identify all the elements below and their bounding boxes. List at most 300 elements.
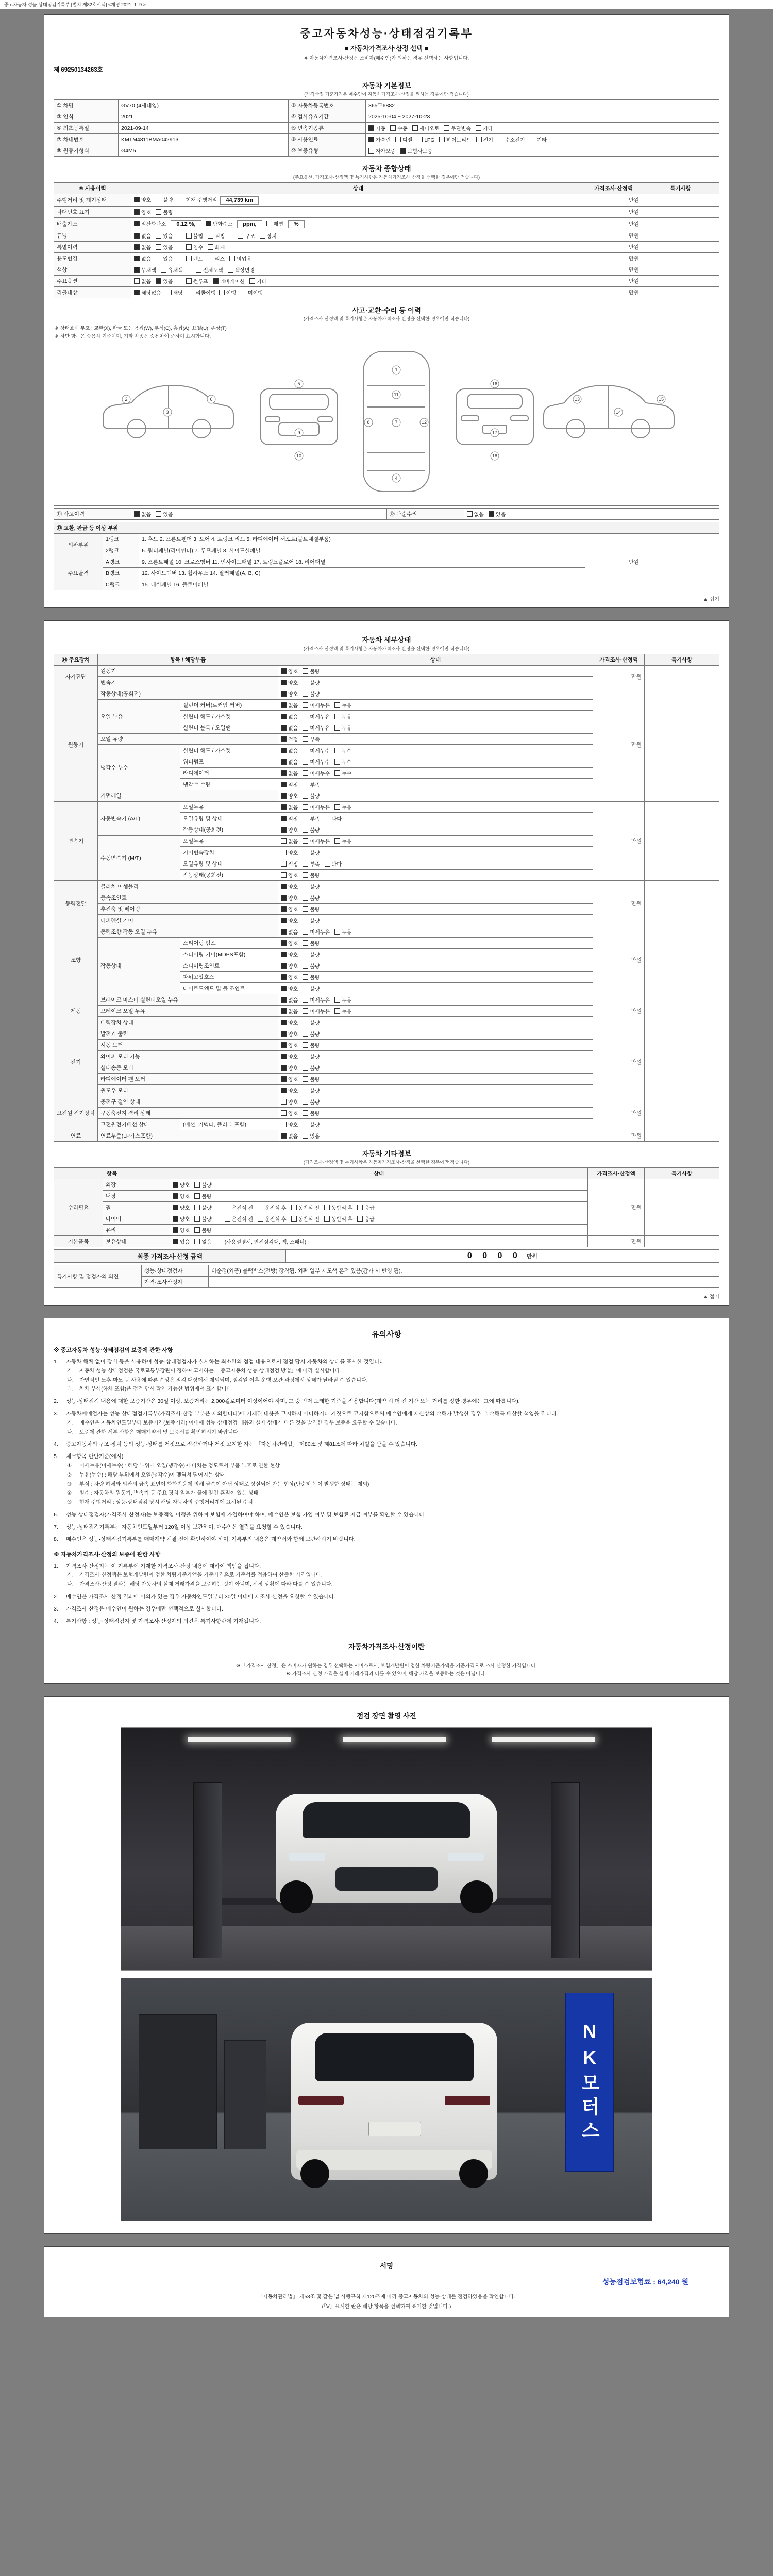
checkbox xyxy=(303,895,308,901)
cell-status xyxy=(278,790,593,802)
checkbox-option xyxy=(303,871,320,879)
cell-usage: 차대번호 표기 xyxy=(54,207,131,218)
checkbox-label: 양호 xyxy=(288,1077,298,1083)
checkbox-label: 불량 xyxy=(310,907,320,913)
cell-price: 만원 xyxy=(593,926,645,994)
cell-item: 윈도우 모터 xyxy=(98,1085,278,1096)
cell-note xyxy=(645,802,719,881)
checkbox xyxy=(303,974,308,980)
checkbox-label: 이행 xyxy=(226,291,236,296)
checkbox xyxy=(208,256,213,261)
checkbox-label: 양호 xyxy=(288,1032,298,1038)
checkbox-option xyxy=(291,1204,320,1211)
checkbox-option xyxy=(325,860,342,868)
table-row xyxy=(54,1250,719,1263)
checkbox xyxy=(134,511,140,517)
signature-statement: 「자동차관리법」 제58조 및 같은 법 시행규칙 제120조에 따라 중고자동차의 성능·상태를 점검하였음을 확인합니다. xyxy=(258,2294,515,2300)
checkbox xyxy=(412,125,418,131)
checkbox xyxy=(281,963,287,969)
section-note-overall: (주요옵션, 가격조사·산정액 및 특기사항은 자동차가격조사·산정을 선택한 경우에만 적습니다) xyxy=(293,175,480,180)
cell-item: 실내송풍 모터 xyxy=(98,1062,278,1074)
section-title-etc: 자동차 기타정보 xyxy=(362,1150,411,1158)
checkbox xyxy=(156,511,161,517)
checkbox-option xyxy=(281,951,298,958)
checkbox-label: 미이행 xyxy=(247,291,263,296)
checkbox-label: 불량 xyxy=(310,1066,320,1072)
checkbox-label: 있음 xyxy=(163,234,173,240)
checkbox-option xyxy=(439,135,471,143)
checkbox xyxy=(266,221,272,226)
cell-status xyxy=(131,230,585,242)
cell-part: 작동상태(공회전) xyxy=(180,824,278,836)
checkbox-label: 미세누유 xyxy=(310,930,330,936)
cell-group: 기본품목 xyxy=(54,1236,103,1247)
checkbox xyxy=(173,1227,178,1233)
cell-parts: 15. 대쉬패널 16. 플로어패널 xyxy=(139,579,585,590)
checkbox-label: 운전석 전 xyxy=(231,1206,254,1211)
notice-subitem xyxy=(67,1499,719,1507)
checkbox-label: 불량 xyxy=(310,964,320,970)
notice-subtext: 가격조사·산정 결과는 해당 자동차의 실제 거래가격을 보증하는 것이 아니며, 시장 상황에 따라 다를 수 있습니다. xyxy=(79,1582,333,1588)
cell-item: 라디에이터 팬 모터 xyxy=(98,1074,278,1085)
checkbox-option xyxy=(303,701,330,709)
cell-status xyxy=(278,745,593,756)
notice-subnumber: ① xyxy=(67,1463,72,1469)
checkbox-label: 과다 xyxy=(331,862,342,868)
field-value: 2025-10-04 ~ 2027-10-23 xyxy=(366,111,719,123)
cell-part: 파워고압호스 xyxy=(180,972,278,983)
svg-text:6: 6 xyxy=(210,397,213,402)
checkbox-option xyxy=(173,1238,190,1245)
checkbox-label: 양호 xyxy=(288,873,298,879)
garage-shelf xyxy=(139,2014,217,2149)
column-header: 상태 xyxy=(131,183,585,194)
checkbox-option xyxy=(303,996,330,1004)
checkbox-label: 침수 xyxy=(193,245,203,251)
table-row xyxy=(54,522,719,534)
checkbox-option xyxy=(281,939,298,947)
checkbox xyxy=(208,244,213,250)
notice-text: 매수인은 가격조사·산정 결과에 이의가 있는 경우 자동차인도일부터 30일 이내에 재조사·산정을 요청할 수 있습니다. xyxy=(66,1593,336,1600)
cell-category: 외판부위 xyxy=(54,534,103,556)
lift-post xyxy=(551,1782,580,1958)
checkbox-option xyxy=(303,1098,320,1106)
checkbox xyxy=(194,1182,200,1188)
cell-price: 만원 xyxy=(593,994,645,1028)
notice-subtext: 가격조사·산정액은 보험개발원이 정한 차량기준가액을 기준가격으로 기준서를 적용하여 산출한 가격입니다. xyxy=(79,1572,323,1579)
checkbox-option xyxy=(281,713,298,720)
checkbox-option xyxy=(303,769,330,777)
checkbox xyxy=(334,804,340,810)
cell-status xyxy=(278,666,593,677)
checkbox-label: 양호 xyxy=(180,1217,190,1223)
checkbox xyxy=(334,770,340,776)
checkbox-option xyxy=(334,928,351,936)
checkbox-option xyxy=(303,1132,320,1140)
cell-item: 냉각수 누수 xyxy=(98,745,180,790)
checkbox xyxy=(156,256,161,261)
checkbox-label: 불량 xyxy=(201,1228,212,1234)
checkbox-label: 탄화수소 xyxy=(212,222,233,227)
cell-usage: 색상 xyxy=(54,264,131,276)
cell-note xyxy=(642,276,719,287)
checkbox xyxy=(334,838,340,844)
notice-text: 특기사항 : 성능·상태점검자 및 가격조사·산정자의 의견은 특기사항란에 기재됩니다. xyxy=(66,1618,261,1624)
checkbox-label: 없음 xyxy=(288,998,298,1004)
checkbox-option xyxy=(476,135,493,143)
cell-category: 주요골격 xyxy=(54,556,103,590)
checkbox xyxy=(357,1216,363,1222)
checkbox-label: 동반석 전 xyxy=(298,1217,320,1223)
status-text: (사용설명서, 안전삼각대, 잭, 스패너) xyxy=(224,1240,307,1245)
checkbox-label: 불량 xyxy=(201,1194,212,1200)
cell-usage: 주요옵션 xyxy=(54,276,131,287)
cell-status xyxy=(170,1179,588,1191)
table-row xyxy=(54,230,719,242)
checkbox-option xyxy=(281,735,298,743)
checkbox-label: 있음 xyxy=(163,245,173,251)
checkbox-option xyxy=(161,266,183,274)
checkbox-option xyxy=(281,724,298,732)
checkbox-option xyxy=(303,713,330,720)
cell-item: 작동상태 xyxy=(98,938,180,994)
checkbox-label: 있음 xyxy=(163,257,173,262)
checkbox xyxy=(194,1205,200,1210)
checkbox-option xyxy=(281,962,298,970)
wheel xyxy=(459,2159,488,2188)
checkbox-option xyxy=(303,1053,320,1060)
field-label: ③ 연식 xyxy=(54,111,119,123)
checkbox-option xyxy=(303,973,320,981)
checkbox-label: 디젤 xyxy=(402,138,413,143)
checkbox xyxy=(281,793,287,799)
cell-part: 스티어링 기어(MDPS포함) xyxy=(180,949,278,960)
checkbox xyxy=(281,872,287,878)
checkbox xyxy=(303,668,308,674)
status-value: 0.12 %, xyxy=(171,220,201,228)
checkbox xyxy=(156,197,161,202)
notice-subnumber: 나. xyxy=(67,1377,74,1383)
cell-part: 워터펌프 xyxy=(180,756,278,768)
checkbox-option xyxy=(303,985,320,992)
checkbox-label: 불량 xyxy=(310,1100,320,1106)
checkbox-option xyxy=(134,208,151,216)
checkbox-label: 적정 xyxy=(288,783,298,788)
checkbox-label: 있음 xyxy=(310,1134,320,1140)
checkbox-option xyxy=(281,883,298,890)
notice-item xyxy=(54,1617,719,1626)
checkbox xyxy=(194,1193,200,1199)
checkbox-option xyxy=(194,1226,211,1234)
notice-subitem xyxy=(67,1571,719,1580)
checkbox xyxy=(395,137,401,142)
checkbox xyxy=(260,233,265,239)
column-header: 가격조사·산정액 xyxy=(593,654,645,666)
taillight xyxy=(445,2096,490,2105)
checkbox-label: 양호 xyxy=(288,1055,298,1060)
checkbox xyxy=(213,278,219,284)
checkbox-option xyxy=(281,701,298,709)
cell-part: (배선, 커넥터, 플러그 포함) xyxy=(180,1119,278,1130)
collapse-button[interactable] xyxy=(54,595,719,602)
checkbox-option xyxy=(194,1238,211,1245)
checkbox-option xyxy=(303,1007,330,1015)
cell-item: 고전원전기배선 상태 xyxy=(98,1119,180,1130)
checkbox-label: 불량 xyxy=(310,896,320,902)
checkbox-option xyxy=(303,724,330,732)
checkbox-label: 응급 xyxy=(364,1217,375,1223)
cell-note xyxy=(645,926,719,994)
checkbox-label: 있음 xyxy=(180,1240,190,1245)
checkbox-label: 불량 xyxy=(310,953,320,958)
notice-item xyxy=(54,1440,719,1449)
cell-part: 기어변속장치 xyxy=(180,847,278,858)
checkbox-label: 일산화탄소 xyxy=(141,222,166,227)
notice-subtext: 자연적인 노후·마모 등 사용에 따른 손상은 점검 대상에서 제외되며, 점검일 이후 운행·보관 과정에서 상태가 달라질 수 있습니다. xyxy=(79,1377,368,1383)
cell-status xyxy=(278,677,593,688)
checkbox-label: 수동 xyxy=(397,126,408,132)
notice-subitem xyxy=(67,1489,719,1498)
status-text: 현재 주행거리 xyxy=(186,198,217,204)
checkbox-label: 색상변경 xyxy=(234,268,255,274)
table-row xyxy=(54,534,719,545)
checkbox-label: 있음 xyxy=(163,279,173,285)
document xyxy=(44,14,729,2317)
checkbox-label: 전체도색 xyxy=(203,268,223,274)
checkbox xyxy=(439,137,445,142)
cell-status xyxy=(278,870,593,881)
column-header: 가격조사·산정액 xyxy=(588,1168,645,1179)
checkbox xyxy=(303,702,308,708)
checkbox xyxy=(281,997,287,1003)
cell-item: 작동상태(공회전) xyxy=(98,688,278,700)
checkbox xyxy=(281,986,287,991)
table-row xyxy=(54,1179,719,1191)
checkbox-label: 양호 xyxy=(288,669,298,675)
checkbox-label: 없음 xyxy=(141,279,152,285)
pricing-definition-line: ※ 「가격조사·산정」은 소비자가 원하는 경우 선택하는 서비스로서, 보험개발원이 정한 차량기준가액을 기준가격으로 조사·산정한 가격입니다. xyxy=(236,1663,537,1669)
field-label: ① 차명 xyxy=(54,100,119,111)
checkbox-option xyxy=(186,255,203,262)
checkbox-option xyxy=(228,266,255,274)
cell-price: 만원 xyxy=(585,194,642,207)
checkbox xyxy=(173,1193,178,1199)
checkbox-option xyxy=(303,1019,320,1026)
checkbox xyxy=(134,267,140,273)
cell-rank: A랭크 xyxy=(103,556,139,568)
garage-shelf xyxy=(224,2040,266,2149)
checkbox-label: 적정 xyxy=(288,862,298,868)
table-row xyxy=(54,1096,719,1108)
checkbox-label: 전기 xyxy=(483,138,493,143)
checkbox xyxy=(303,1054,308,1059)
cell-status xyxy=(170,1202,588,1213)
cell-part: 오일누유 xyxy=(180,836,278,847)
rank-section-title: ⑬ 교환, 판금 등 이상 부위 xyxy=(54,522,719,534)
notice-text: 체크항목 판단기준(예시) xyxy=(66,1453,124,1460)
checkbox-option xyxy=(334,769,351,777)
final-price-label: 최종 가격조사·산정 금액 xyxy=(54,1250,286,1263)
cell-item: 충전구 절연 상태 xyxy=(98,1096,278,1108)
checkbox xyxy=(281,782,287,787)
cell-part: 냉각수 수량 xyxy=(180,779,278,790)
checkbox xyxy=(134,221,140,226)
checkbox-option xyxy=(334,1007,351,1015)
cell-note xyxy=(642,534,719,590)
checkbox xyxy=(228,267,233,273)
checkbox-label: 미세누수 xyxy=(310,749,330,754)
cell-price: 만원 xyxy=(585,218,642,230)
field-label: ⑦ 차대번호 xyxy=(54,134,119,145)
cell-status xyxy=(278,904,593,915)
checkbox-label: 없음 xyxy=(141,512,152,518)
checkbox-option xyxy=(281,1007,298,1015)
table-row xyxy=(54,218,719,230)
checkbox-label: 렌트 xyxy=(193,257,203,262)
cell-note xyxy=(642,287,719,298)
opinion-table xyxy=(54,1265,719,1288)
checkbox xyxy=(324,1205,330,1210)
checkbox-option xyxy=(324,1215,352,1223)
cell-price: 만원 xyxy=(585,230,642,242)
checkbox xyxy=(194,1239,200,1244)
notice-text: 성능·상태점검 내용에 대한 보증기간은 30일 이상, 보증거리는 2,000킬로미터 이상이어야 하며, 그 중 먼저 도래한 기준을 적용합니다(계약 시 더 긴 기간 또는 거리를 정한 경우에는 그에 따릅니다). xyxy=(66,1398,520,1405)
svg-text:7: 7 xyxy=(395,420,398,425)
checkbox-label: 누유 xyxy=(341,998,352,1004)
cell-price: 만원 xyxy=(588,1179,645,1236)
checkbox-label: 가솔린 xyxy=(376,138,391,143)
svg-text:2: 2 xyxy=(125,397,128,402)
column-header: 특기사항 xyxy=(645,1168,719,1179)
table-header-row xyxy=(54,183,719,194)
cell-status xyxy=(278,1074,593,1085)
checkbox-option xyxy=(281,667,298,675)
checkbox-label: 불량 xyxy=(310,873,320,879)
checkbox-option xyxy=(303,781,320,788)
checkbox-label: 양호 xyxy=(288,1021,298,1026)
checkbox xyxy=(357,1205,363,1210)
checkbox-option xyxy=(281,679,298,686)
final-price-digits: 0 0 0 0 xyxy=(467,1251,522,1260)
checkbox-option xyxy=(303,747,330,754)
cell-item: 원동기 xyxy=(98,666,278,677)
cell-status xyxy=(131,264,585,276)
checkbox xyxy=(173,1182,178,1188)
detail-condition-table xyxy=(54,654,719,1142)
checkbox-label: 누수 xyxy=(341,771,352,777)
table-row xyxy=(54,134,719,145)
notice-subitem xyxy=(67,1385,719,1394)
checkbox-label: 없음 xyxy=(288,805,298,811)
checkbox xyxy=(303,929,308,935)
cell-status xyxy=(278,802,593,813)
checkbox-label: 없음 xyxy=(288,930,298,936)
checkbox xyxy=(281,1020,287,1025)
checkbox xyxy=(249,278,255,284)
checkbox-option xyxy=(334,724,351,732)
cell-device: 자기진단 xyxy=(54,666,98,688)
inspection-photo-front-lift xyxy=(121,1727,652,1971)
table-row xyxy=(54,881,719,892)
checkbox-option xyxy=(206,219,233,227)
checkbox xyxy=(303,1088,308,1093)
section-title-overall: 자동차 종합상태 xyxy=(362,165,411,173)
notice-item xyxy=(54,1605,719,1614)
checkbox xyxy=(303,680,308,685)
checkbox-label: 부족 xyxy=(310,783,320,788)
field-label: ⑨ 원동기형식 xyxy=(54,145,119,157)
status-value: ppm, xyxy=(237,220,262,228)
cell-rank: 1랭크 xyxy=(103,534,139,545)
rear-window xyxy=(315,2033,474,2081)
checkbox xyxy=(281,1088,287,1093)
checkbox xyxy=(281,1099,287,1105)
checkbox xyxy=(281,725,287,731)
checkbox-label: 불량 xyxy=(201,1206,212,1211)
cell-note xyxy=(642,218,719,230)
checkbox-option xyxy=(390,124,407,132)
checkbox-option xyxy=(260,232,277,240)
cell-note xyxy=(645,1236,719,1247)
checkbox xyxy=(219,290,225,295)
checkbox xyxy=(281,850,287,855)
notice-subnumber: ④ xyxy=(67,1490,72,1497)
checkbox xyxy=(186,233,192,239)
column-header: ⑩ 사용이력 xyxy=(54,183,131,194)
checkbox-option xyxy=(417,137,434,143)
column-header: ⑭ 주요장치 xyxy=(54,654,98,666)
checkbox-label: 불량 xyxy=(310,1021,320,1026)
notice-number: 4. xyxy=(54,1618,58,1624)
checkbox-label: 있음 xyxy=(163,512,173,518)
checkbox-option xyxy=(303,894,320,902)
cell-status xyxy=(278,813,593,824)
notice-subitem xyxy=(67,1462,719,1470)
page-subtitle: ■ 자동차가격조사·산정 선택 ■ xyxy=(344,45,429,52)
checkbox-label: 매연 xyxy=(273,222,283,227)
checkbox xyxy=(303,1099,308,1105)
cell-item: 브레이크 마스터 실린더오일 누유 xyxy=(98,994,278,1006)
checkbox-option xyxy=(476,124,493,132)
checkbox xyxy=(281,702,287,708)
checkbox-label: 장치 xyxy=(266,234,277,240)
notice-number: 1. xyxy=(54,1359,58,1365)
cell-item: 등속조인트 xyxy=(98,892,278,904)
checkbox-option xyxy=(368,147,396,155)
checkbox-option xyxy=(334,758,351,766)
checkbox-label: 없음 xyxy=(141,257,152,262)
checkbox xyxy=(303,759,308,765)
checkbox-option xyxy=(281,894,298,902)
checkbox xyxy=(334,1008,340,1014)
cell-status xyxy=(278,892,593,904)
license-plate xyxy=(368,2122,421,2136)
checkbox-label: 미세누유 xyxy=(310,998,330,1004)
checkbox-option xyxy=(186,277,208,285)
checkbox-option xyxy=(186,232,203,240)
cell-status xyxy=(131,218,585,230)
checkbox-label: 양호 xyxy=(288,975,298,981)
collapse-button[interactable] xyxy=(54,1292,719,1300)
notice-subtext: 현재 주행거리 : 성능·상태점검 당시 해당 자동차의 주행거리계에 표시된 수치 xyxy=(79,1500,253,1506)
page-subnote: ※ 자동차가격조사·산정은 소비자(매수인)가 원하는 경우 선택하는 사항입니다. xyxy=(304,56,469,61)
status-value: % xyxy=(288,220,305,228)
checkbox-option xyxy=(303,905,320,913)
checkbox xyxy=(173,1205,178,1210)
checkbox-label: 불량 xyxy=(310,1055,320,1060)
table-row xyxy=(54,1277,719,1288)
checkbox xyxy=(156,209,161,215)
